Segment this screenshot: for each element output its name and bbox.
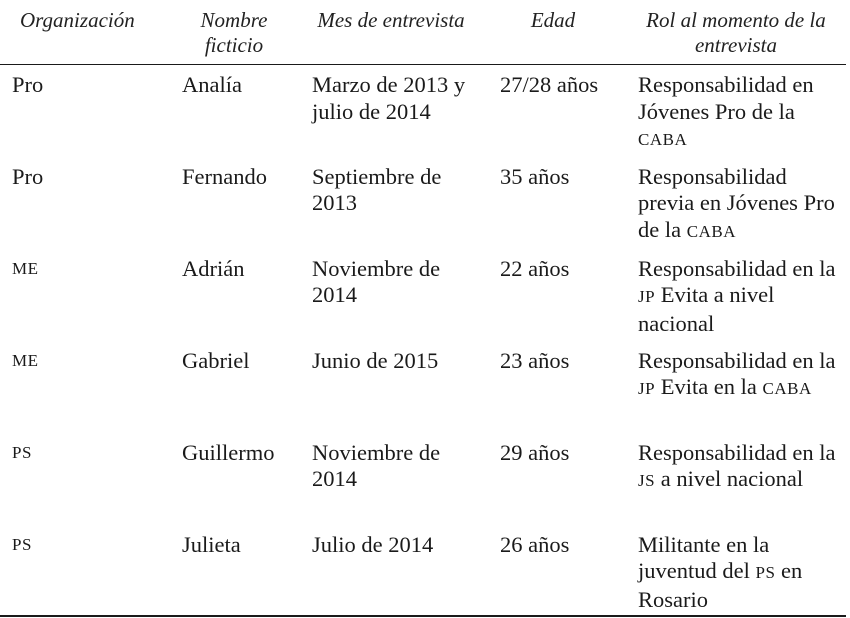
role-text: Evita a nivel nacional xyxy=(638,282,775,336)
cell-role xyxy=(626,164,846,256)
role-text: Responsabilidad en la xyxy=(638,439,836,465)
role-text: Evita en la xyxy=(655,374,763,399)
header-row xyxy=(0,0,846,65)
cell-role xyxy=(626,440,846,532)
header-fictitious-name: Nombre ficticio xyxy=(170,0,302,65)
cell-organization: Pro xyxy=(12,163,44,189)
cell-name: Gabriel xyxy=(182,347,250,373)
cell-age: 35 años xyxy=(500,163,570,189)
cell-organization: PS xyxy=(0,532,170,616)
role-text: Militante en la juventud del xyxy=(638,531,770,583)
cell-name: Analía xyxy=(182,72,242,97)
cell-name: Julieta xyxy=(170,532,302,616)
cell-organization: PS xyxy=(12,442,32,462)
table-row xyxy=(0,348,846,440)
cell-date: Marzo de 2013 y julio de 2014 xyxy=(312,72,466,124)
cell-date: Noviembre de 2014 xyxy=(312,255,441,307)
role-acronym: CABA xyxy=(638,130,688,149)
cell-name: Fernando xyxy=(182,163,267,189)
header-interview-month: Mes de entrevista xyxy=(302,0,480,65)
cell-date: Julio de 2014 xyxy=(302,532,480,616)
table-row xyxy=(0,65,846,164)
role-acronym: JP xyxy=(638,287,656,306)
cell-role xyxy=(626,65,846,164)
cell-role xyxy=(626,256,846,348)
cell-age: 22 años xyxy=(500,255,570,281)
role-text: Responsabilidad previa en Jóvenes Pro de la xyxy=(638,163,835,242)
header-age: Edad xyxy=(480,0,626,65)
header-role: Rol al momento de la entrevista xyxy=(626,0,846,65)
role-text: Responsabilidad en Jóvenes Pro de la xyxy=(638,72,814,124)
table-body xyxy=(0,65,846,616)
cell-age: 26 años xyxy=(480,532,626,616)
table-row xyxy=(0,164,846,256)
cell-role xyxy=(626,532,846,616)
cell-organization: ME xyxy=(12,258,39,278)
role-acronym: JS xyxy=(638,471,656,490)
role-text: en Rosario xyxy=(638,558,803,612)
cell-date: Noviembre de 2014 xyxy=(312,439,441,491)
cell-organization: ME xyxy=(12,350,39,370)
cell-age: 23 años xyxy=(500,347,570,373)
cell-date: Junio de 2015 xyxy=(312,347,439,373)
role-acronym: JP xyxy=(638,379,656,398)
table-row xyxy=(0,532,846,616)
table-row xyxy=(0,440,846,532)
role-text: a nivel nacional xyxy=(655,466,804,491)
table-header xyxy=(0,0,846,65)
cell-name: Adrián xyxy=(182,255,245,281)
cell-age: 29 años xyxy=(500,439,570,465)
role-acronym: CABA xyxy=(686,221,736,241)
role-text: Responsabilidad en la xyxy=(638,347,836,373)
table-row xyxy=(0,256,846,348)
role-acronym: PS xyxy=(755,563,776,582)
role-text: Responsabilidad en la xyxy=(638,255,836,281)
cell-name: Guillermo xyxy=(182,439,275,465)
cell-role xyxy=(626,348,846,440)
cell-date: Septiembre de 2013 xyxy=(312,163,442,215)
header-organization: Organización xyxy=(0,0,170,65)
cell-organization: Pro xyxy=(12,72,44,97)
role-acronym: CABA xyxy=(762,379,812,398)
cell-age: 27/28 años xyxy=(500,72,599,97)
